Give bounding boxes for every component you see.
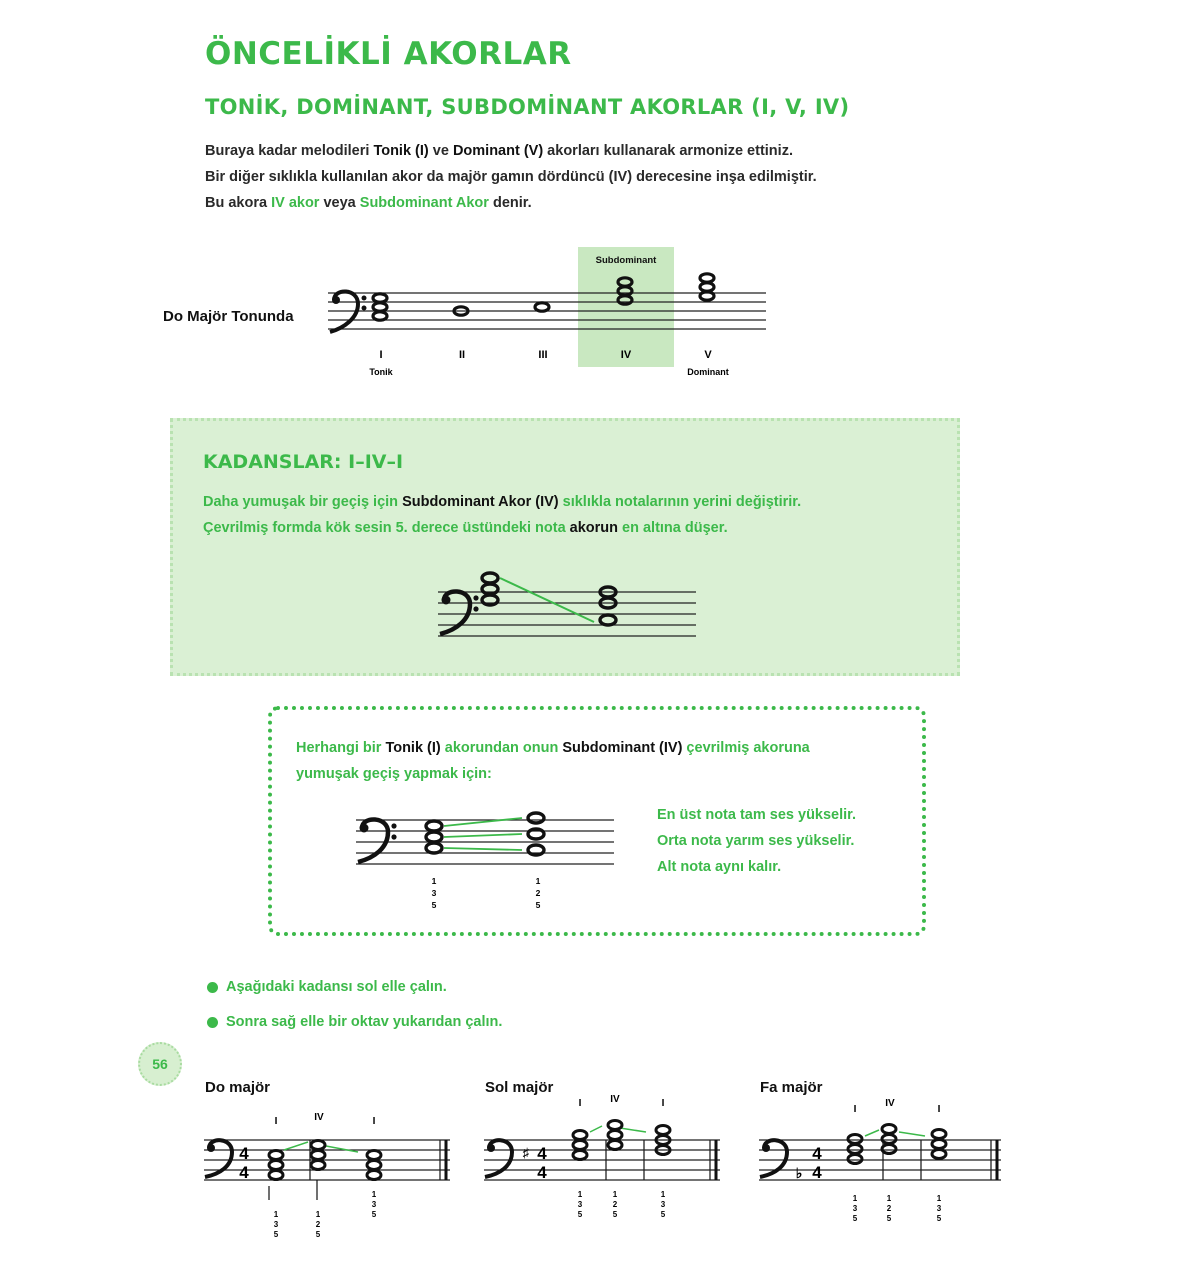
svg-text:2: 2 (315, 1220, 321, 1229)
svg-text:1: 1 (886, 1194, 892, 1203)
tip-staff (352, 806, 622, 916)
scale-label: Do Majör Tonunda (163, 308, 294, 325)
degree-label: I (853, 1104, 857, 1115)
degree-label: I (937, 1104, 941, 1115)
flat-icon: ♭ (795, 1165, 803, 1181)
tip-step: En üst nota tam ses yükselir. (657, 807, 857, 823)
svg-text:5: 5 (371, 1210, 377, 1219)
svg-text:1: 1 (315, 1210, 321, 1219)
svg-text:4: 4 (239, 1163, 249, 1182)
tip-steps (657, 802, 856, 880)
exercise-title: Sol majör (485, 1079, 554, 1096)
svg-text:3: 3 (936, 1204, 942, 1213)
svg-text:5: 5 (852, 1214, 858, 1223)
svg-text:5: 5 (535, 900, 541, 910)
exercise-staff-fa (755, 1092, 1010, 1232)
degree-label: I (661, 1098, 665, 1109)
svg-text:5: 5 (273, 1230, 279, 1239)
sharp-icon: ♯ (522, 1145, 530, 1160)
degree-label: IV (620, 349, 632, 361)
tip-text: Herhangi bir Tonik (I) akorundan onun Subdominant (IV) çevrilmiş akoruna yumuşak geçiş yapmak için: (296, 740, 810, 782)
cadence-staff (432, 566, 702, 646)
dominant-label: Dominant (687, 367, 729, 377)
degree-label: I (372, 1116, 376, 1127)
bullet-icon (207, 982, 218, 993)
exercise-title: Fa majör (760, 1079, 823, 1096)
svg-text:1: 1 (612, 1190, 618, 1199)
degree-label: V (704, 349, 712, 361)
degree-label: I (578, 1098, 582, 1109)
svg-text:5: 5 (612, 1210, 618, 1219)
bass-clef-icon (358, 819, 397, 862)
bass-clef-icon (760, 1140, 787, 1177)
bass-clef-icon (330, 291, 367, 332)
svg-text:1: 1 (431, 876, 437, 886)
svg-text:5: 5 (315, 1230, 321, 1239)
svg-text:1: 1 (936, 1194, 942, 1203)
tip-step: Alt nota aynı kalır. (657, 859, 782, 875)
degree-label: IV (885, 1098, 895, 1109)
svg-text:5: 5 (660, 1210, 666, 1219)
svg-text:1: 1 (660, 1190, 666, 1199)
svg-text:3: 3 (431, 888, 437, 898)
tonic-label: Tonik (369, 367, 393, 377)
svg-text:1: 1 (577, 1190, 583, 1199)
page-title: ÖNCELİKLİ AKORLAR (205, 36, 572, 72)
exercise-title: Do majör (205, 1079, 271, 1096)
svg-text:1: 1 (852, 1194, 858, 1203)
bass-clef-icon (485, 1140, 512, 1177)
svg-text:2: 2 (535, 888, 541, 898)
svg-text:2: 2 (886, 1204, 892, 1213)
svg-text:4: 4 (239, 1144, 249, 1163)
intro-paragraph: Buraya kadar melodileri Tonik (I) ve Dominant (V) akorları kullanarak armonize ettiniz. Bir diğer sıklıkla kullanılan akor da majör gamın dördüncü (IV) derecesine inşa edilmiştir. Bu akora IV akor veya Subdominant Akor denir. (205, 143, 817, 211)
degree-label: II (458, 349, 466, 361)
bass-clef-icon (205, 1140, 232, 1177)
instruction-1: Aşağıdaki kadansı sol elle çalın. (207, 979, 447, 995)
exercise-staff-do (200, 1100, 460, 1250)
svg-text:2: 2 (612, 1200, 618, 1209)
svg-text:5: 5 (886, 1214, 892, 1223)
degree-label: III (538, 349, 548, 361)
degree-label: IV (610, 1094, 620, 1105)
svg-text:1: 1 (273, 1210, 279, 1219)
svg-text:3: 3 (577, 1200, 583, 1209)
tip-step: Orta nota yarım ses yükselir. (657, 833, 855, 849)
svg-text:4: 4 (812, 1144, 822, 1163)
svg-text:4: 4 (812, 1163, 822, 1182)
page-subtitle: TONİK, DOMİNANT, SUBDOMİNANT AKORLAR (I, V, IV) (205, 95, 850, 119)
cadence-title: KADANSLAR: I–IV–I (203, 451, 404, 473)
scale-staff (320, 240, 780, 390)
bass-clef-icon (440, 591, 479, 634)
svg-text:3: 3 (371, 1200, 377, 1209)
degree-label: I (379, 349, 383, 361)
svg-text:3: 3 (852, 1204, 858, 1213)
svg-text:5: 5 (936, 1214, 942, 1223)
instruction-2: Sonra sağ elle bir oktav yukarıdan çalın. (207, 1014, 502, 1030)
page-number-badge: 56 (138, 1042, 182, 1086)
svg-text:1: 1 (371, 1190, 377, 1199)
svg-text:5: 5 (577, 1210, 583, 1219)
bullet-icon (207, 1017, 218, 1028)
svg-text:4: 4 (537, 1163, 547, 1182)
svg-text:1: 1 (535, 876, 541, 886)
degree-label: IV (314, 1112, 324, 1123)
cadence-text: Daha yumuşak bir geçiş için Subdominant Akor (IV) sıklıkla notalarının yerini değiştirir. Çevrilmiş formda kök sesin 5. derece üstündeki nota akorun en altına düşer. (203, 494, 802, 536)
svg-text:4: 4 (537, 1144, 547, 1163)
exercise-staff-sol (480, 1090, 730, 1230)
subdominant-label: Subdominant (595, 255, 657, 266)
svg-text:3: 3 (273, 1220, 279, 1229)
svg-text:3: 3 (660, 1200, 666, 1209)
svg-text:5: 5 (431, 900, 437, 910)
degree-label: I (274, 1116, 278, 1127)
